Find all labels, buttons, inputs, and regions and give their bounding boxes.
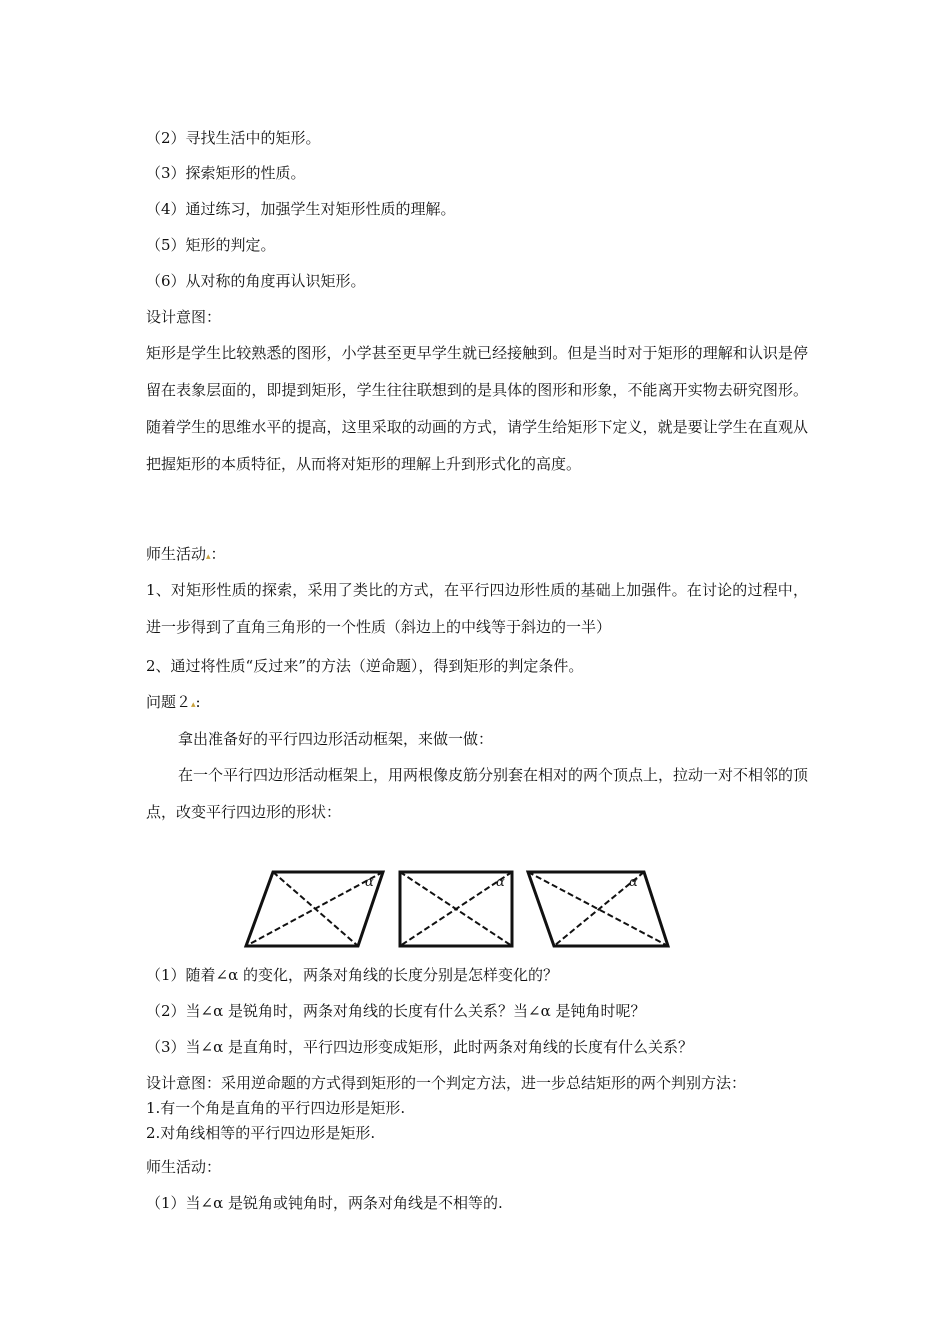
design-intent-heading: 设计意图： bbox=[146, 308, 222, 326]
objective-2: （2）寻找生活中的矩形。 bbox=[146, 129, 321, 147]
question-1: （1）随着∠α 的变化，两条对角线的长度分别是怎样变化的？ bbox=[146, 966, 559, 984]
activity-heading-colon: ： bbox=[210, 545, 226, 563]
question-2: （2）当∠α 是锐角时，两条对角线的长度有什么关系？当∠α 是钝角时呢？ bbox=[146, 1002, 646, 1020]
design-intent-2: 设计意图：采用逆命题的方式得到矩形的一个判定方法，进一步总结矩形的两个判别方法： bbox=[146, 1074, 747, 1092]
activity-heading-text: 师生活动 bbox=[146, 545, 207, 563]
activity-item-2: 2、通过将性质“反过来”的方法（逆命题），得到矩形的判定条件。 bbox=[146, 657, 584, 675]
question2-heading-colon: : bbox=[195, 693, 201, 711]
question2-setup: 在一个平行四边形活动框架上，用两根像皮筋分别套在相对的两个顶点上，拉动一对不相邻的顶点，改变平行四边形的形状： bbox=[146, 766, 809, 821]
activity-2-heading: 师生活动： bbox=[146, 1158, 222, 1176]
design-intent-paragraph: 矩形是学生比较熟悉的图形，小学甚至更早学生就已经接触到。但是当时对于矩形的理解和认识是停留在表象层面的，即提到矩形，学生往往联想到的是具体的图形和形象，不能离开实物去研究图形。随着学生的思维水平的提高，这里采取的动画的方式，请学生给矩形下定义，就是要让学生在直观从把握矩形的本质特征，从而将对矩形的理解上升到形式化的高度。 bbox=[146, 344, 808, 473]
question2-heading-text: 问题２ bbox=[146, 693, 192, 711]
method-2: 2.对角线相等的平行四边形是矩形. bbox=[146, 1124, 376, 1142]
question2-instruction: 拿出准备好的平行四边形活动框架，来做一做： bbox=[178, 730, 494, 748]
objective-4: （4）通过练习，加强学生对矩形性质的理解。 bbox=[146, 200, 456, 218]
objective-5: （5）矩形的判定。 bbox=[146, 236, 276, 254]
activity-2-item-1: （1）当∠α 是锐角或钝角时，两条对角线是不相等的. bbox=[146, 1194, 503, 1212]
objective-6: （6）从对称的角度再认识矩形。 bbox=[146, 272, 366, 290]
activity-item-1: 1、对矩形性质的探索，采用了类比的方式，在平行四边形性质的基础上加强件。在讨论的过程中，进一步得到了直角三角形的一个性质（斜边上的中线等于斜边的一半） bbox=[146, 581, 808, 636]
parallelogram-frames-figure bbox=[240, 866, 680, 952]
angle-alpha-left: α bbox=[365, 875, 374, 890]
activity-heading: 师生活动▴： bbox=[146, 545, 226, 563]
question2-heading: 问题２▴: bbox=[146, 693, 201, 711]
question-3: （3）当∠α 是直角时，平行四边形变成矩形，此时两条对角线的长度有什么关系？ bbox=[146, 1038, 694, 1056]
method-1: 1.有一个角是直角的平行四边形是矩形. bbox=[146, 1099, 406, 1117]
angle-alpha-right: α bbox=[629, 875, 638, 890]
angle-alpha-middle: α bbox=[496, 875, 505, 890]
objective-3: （3）探索矩形的性质。 bbox=[146, 164, 306, 182]
